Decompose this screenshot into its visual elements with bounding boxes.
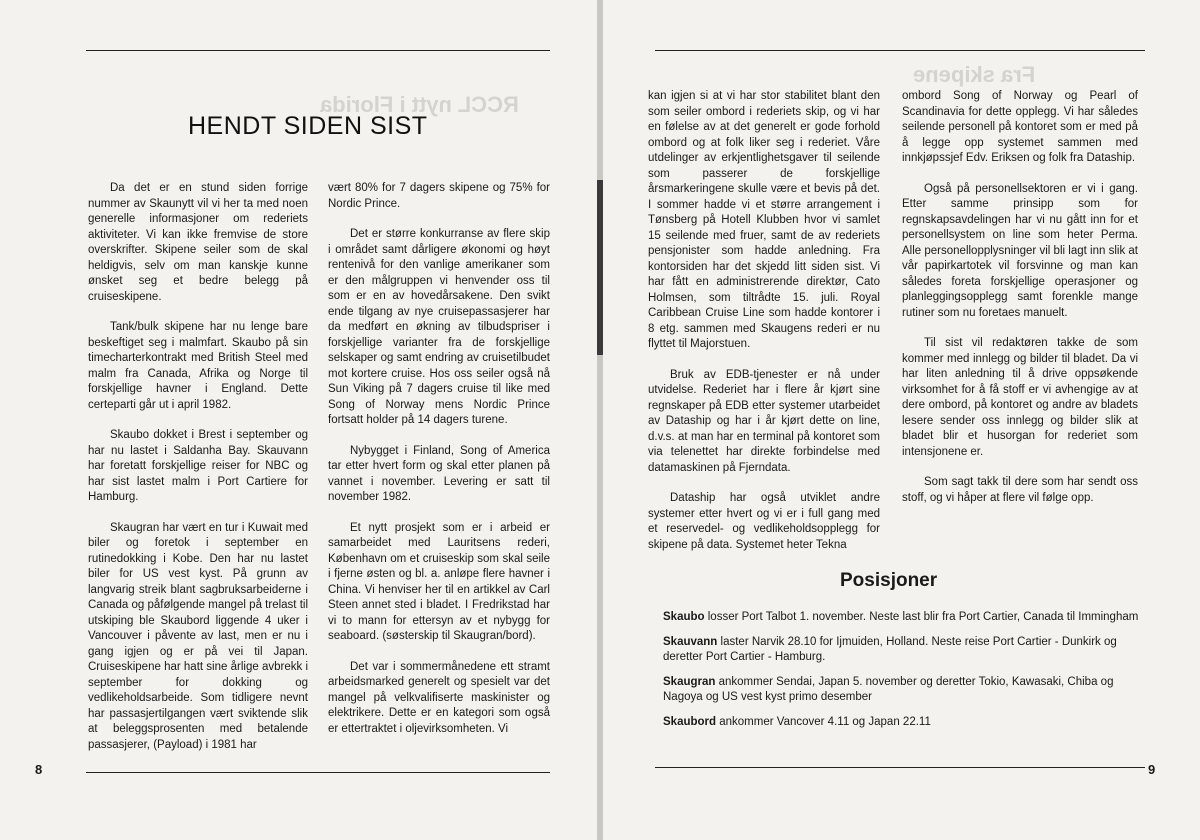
- paragraph: Det er større konkurranse av flere skip i området samt dårligere økonomi og høyt rentenivå for den vanlige amerikaner som er den målgruppen vi henvender oss til som er en av hovedårsakene. Den svikt ende tilgang av nye cruisepassasjerer har da medført en økning av tilbudspriser i forskjellige varianter fra de forskjellige selskaper og samt endring av cruisetilbudet mot kortere cruise. Hos oss seiler også nå Sun Viking på 7 dagers cruise til like med Song of Norway mens Nordic Prince fortsatt holder på 14 dagers turene.: [328, 228, 550, 426]
- paragraph: Et nytt prosjekt som er i arbeid er samarbeidet med Lauritsens rederi, København om et cruiseskip som skal seile i fjerne østen og bl. a. anløpe flere havner i China. Vi henviser her til en artikkel av Carl Steen annet sted i bladet. I Fredrikstad har vi to mann for ettersyn av et nybygg for seaboard. (søsterskip til Skaugran/bord).: [328, 521, 550, 642]
- top-rule: [655, 50, 1145, 51]
- article-column-4: [902, 89, 1138, 521]
- page-number: 8: [35, 762, 43, 777]
- page-number: 9: [1148, 762, 1156, 777]
- paragraph: Skaugran har vært en tur i Kuwait med biler og foretok i september en rutinedokking i Kobe. Den har nu lastet biler for US vest kyst. På grunn av langvarig streik blant sagbruksarbeiderne i Canada og påfølgende mangel på trelast til utskiping ble Skaubord liggende 4 uker i Vancouver i påvente av last, men er nu i gang igjen og er på vei til Japan. Cruiseskipene har hatt sine årlige avbrekk i september for dokking og vedlikeholdsarbeide. Som tidligere nevnt har passasjertilgangen vært sviktende slik at beleggsprosenten med betalende passasjerer, (Payload) i 1981 har: [88, 521, 308, 751]
- position-item: [663, 610, 1139, 626]
- article-column-1: [88, 181, 308, 768]
- paragraph: ombord Song of Norway og Pearl of Scandinavia for dette opplegg. Vi har således seilende personell på kontoret som er med på å legge opp systemet sammen med innkjøpssjef Edv. Eriksen og folk fra Dataship.: [902, 90, 1138, 164]
- ship-name: Skauvann: [663, 635, 718, 648]
- position-text: ankommer Sendai, Japan 5. november og deretter Tokio, Kawasaki, Chiba og Nagoya og US vest kyst primo desember: [663, 675, 1114, 703]
- left-page: [0, 0, 597, 840]
- bottom-rule: [655, 767, 1145, 768]
- position-item: [663, 635, 1139, 666]
- paragraph: kan igjen si at vi har stor stabilitet blant den som seiler ombord i rederiets skip, og vi har en følelse av at det generelt er gode forhold ombord og at folk liker seg i rederiet. Våre utdelinger av erkjentlighetsgaver til seilende som passerer de forskjellige årsmarkeringene skulle være et bevis på det. I sommer hadde vi et større arrangement i Tønsberg på Hotell Klubben hvor vi samlet 15 seilende med fruer, samt de av rederiets pensjonister som hadde anledning. Fra kontorsiden har det skjedd litt siden sist. Vi har fått en administrerende direktør, Cato Holmsen, som tiltrådte 15. juli. Royal Caribbean Cruise Line som hadde kontorer i 8 etg. sammen med Skaugens rederi er nu flyttet til Majorstuen.: [648, 90, 880, 350]
- ship-name: Skaubo: [663, 611, 705, 623]
- positions-list: [663, 610, 1139, 739]
- top-rule: [86, 50, 550, 51]
- paragraph: Bruk av EDB-tjenester er nå under utvidelse. Rederiet har i flere år kjørt sine regnskaper på EDB etter systemer utarbeidet av Dataship og har i år kjørt dette on line, d.v.s. at man har en terminal på kontoret som via telenettet har direkte forbindelse med datamaskinen på Fjerndata.: [648, 368, 880, 474]
- position-text: laster Narvik 28.10 for Ijmuiden, Holland. Neste reise Port Cartier - Dunkirk og deretter Port Cartier - Hamburg.: [663, 635, 1117, 663]
- paragraph: vært 80% for 7 dagers skipene og 75% for Nordic Prince.: [328, 182, 550, 210]
- position-item: [663, 715, 1139, 731]
- article-column-3: [648, 89, 880, 568]
- paragraph: Nybygget i Finland, Song of America tar etter hvert form og skal etter planen på vannet i november. Levering er satt til november 1982.: [328, 444, 550, 503]
- page-title: HENDT SIDEN SIST: [188, 112, 428, 140]
- paragraph: Dataship har også utviklet andre systemer etter hvert og vi er i full gang med et reservedel- og vedlikeholdsopplegg for skipene på data. Systemet heter Tekna: [648, 492, 880, 551]
- position-text: losser Port Talbot 1. november. Neste last blir fra Port Cartier, Canada til Immingham: [704, 611, 1139, 623]
- paragraph: Tank/bulk skipene har nu lenge bare beskeftiget seg i malmfart. Skaubo på sin timecharterkontrakt med British Steel med malm fra Canada, Afrika og Norge til forskjellige havner i England. Dette certeparti går ut i april 1982.: [88, 321, 308, 411]
- position-item: [663, 675, 1139, 706]
- bottom-rule: [86, 772, 550, 773]
- ship-name: Skaubord: [663, 715, 717, 728]
- show-through-text: Fra skipene: [913, 62, 1036, 87]
- paragraph: Også på personellsektoren er vi i gang. Etter samme prinsipp som for regnskapsavdelingen har vi nu gått inn for et personellsystem on line som heter Perma. Alle personellopplysninger vil bli lagt inn slik at vår papirkartotek vil forsvinne og man kan således foreta forskjellige operasjoner og planleggingsopplegg samt forenkle mange rutiner som nu foretaes manuelt.: [902, 182, 1138, 319]
- paragraph: Da det er en stund siden forrige nummer av Skaunytt vil vi her ta med noen generelle informasjoner om rederiets aktiviteter. Vi kan ikke fremvise de store overskrifter. Skipene seiler som de skal heldigvis, selv om man kanskje kunne ønsket seg et bedre belegg på cruiseskipene.: [88, 182, 308, 303]
- position-text: ankommer Vancover 4.11 og Japan 22.11: [716, 715, 931, 728]
- paragraph: Skaubo dokket i Brest i september og har nu lastet i Saldanha Bay. Skauvann har foretatt forskjellige reiser for NBC og har sist lastet malm i Port Cartiere for Hamburg.: [88, 429, 308, 503]
- paragraph: Det var i sommermånedene ett stramt arbeidsmarked generelt og spesielt var det mangel på velkvalifiserte maskinister og elektrikere. Dette er en kategori som også er ettertraktet i oljevirksomheten. Vi: [328, 660, 550, 735]
- ship-name: Skaugran: [663, 675, 716, 688]
- positions-heading: Posisjoner: [840, 570, 938, 591]
- show-through-text: RCCL nytt i Florida: [320, 92, 519, 117]
- article-column-2: [328, 181, 550, 752]
- paragraph: Til sist vil redaktøren takke de som kommer med innlegg og bilder til bladet. Da vi har liten anledning til å drive oppsøkende virksomhet for å få stoff er vi avhengige av at dere ombord, på kontoret og andre av bladets lesere sender oss innlegg og bilder slik at bladet blir et husorgan for rederiet som intensjonene er.: [902, 337, 1138, 458]
- paragraph: Som sagt takk til dere som har sendt oss stoff, og vi håper at flere vil følge opp.: [902, 476, 1138, 504]
